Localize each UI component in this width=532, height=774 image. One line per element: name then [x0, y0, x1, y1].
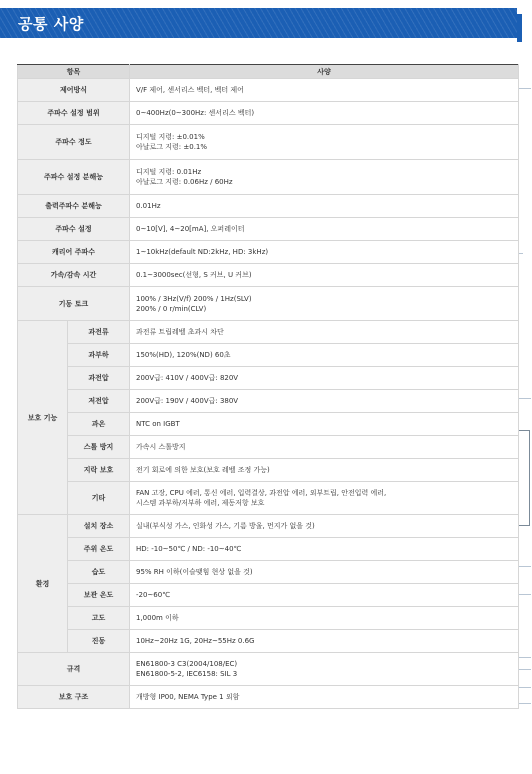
section-title: 공통 사양: [18, 15, 84, 33]
row-label: 과온: [68, 413, 130, 436]
row-value: HD: -10~50℃ / ND: -10~40℃: [130, 538, 519, 561]
row-value: 0.1~3000sec(선형, S 커브, U 커브): [130, 264, 519, 287]
table-row: [18, 367, 519, 390]
row-label: 주파수 정도: [18, 125, 130, 160]
section-banner: [0, 8, 517, 38]
row-label: 저전압: [68, 390, 130, 413]
table-row: [18, 344, 519, 367]
row-label: 규격: [18, 653, 130, 686]
row-label: 지락 보호: [68, 459, 130, 482]
table-row: [18, 482, 519, 515]
table-row: [18, 686, 519, 709]
table-row: [18, 79, 519, 102]
table-row: [18, 584, 519, 607]
table-row: [18, 413, 519, 436]
table-row: [18, 102, 519, 125]
table-row: [18, 607, 519, 630]
row-value: 개방형 IP00, NEMA Type 1 외함: [130, 686, 519, 709]
row-label: 과부하: [68, 344, 130, 367]
edge-box: [519, 430, 530, 526]
table-row: [18, 561, 519, 584]
table-row: [18, 436, 519, 459]
spec-table: [17, 64, 519, 709]
row-value: 1,000m 이하: [130, 607, 519, 630]
table-row: [18, 630, 519, 653]
row-label: 기동 토크: [18, 287, 130, 321]
row-value: 0.01Hz: [130, 195, 519, 218]
table-row: [18, 538, 519, 561]
group-label-protection: 보호 기능: [18, 321, 68, 515]
row-label: 주위 온도: [68, 538, 130, 561]
row-label: 주파수 설정 범위: [18, 102, 130, 125]
row-value: 전기 회로에 의한 보호(보호 레벨 조정 가능): [130, 459, 519, 482]
row-label: 습도: [68, 561, 130, 584]
row-label: 기타: [68, 482, 130, 515]
table-row: [18, 390, 519, 413]
row-value: EN61800-3 C3(2004/108/EC) EN61800-5-2, IEC6158: SIL 3: [130, 653, 519, 686]
table-row: [18, 160, 519, 195]
row-value: 실내(부식성 가스, 인화성 가스, 기름 방울, 먼지가 없을 것): [130, 515, 519, 538]
row-value: 150%(HD), 120%(ND) 60초: [130, 344, 519, 367]
row-value: 1~10kHz(default ND:2kHz, HD: 3kHz): [130, 241, 519, 264]
row-label: 제어방식: [18, 79, 130, 102]
row-value: 200V급: 410V / 400V급: 820V: [130, 367, 519, 390]
row-label: 설치 장소: [68, 515, 130, 538]
adjacent-page-edge: [519, 0, 532, 774]
row-label: 과전압: [68, 367, 130, 390]
row-value: 가속시 스톨방지: [130, 436, 519, 459]
table-row: [18, 321, 519, 344]
row-label: 출력주파수 분해능: [18, 195, 130, 218]
table-row: [18, 287, 519, 321]
table-row: [18, 459, 519, 482]
row-value: V/F 제어, 센서리스 벡터, 벡터 제어: [130, 79, 519, 102]
row-label: 가속/감속 시간: [18, 264, 130, 287]
table-header-row: [18, 65, 519, 79]
row-value: NTC on IGBT: [130, 413, 519, 436]
row-value: 디지털 지령: ±0.01% 아날로그 지령: ±0.1%: [130, 125, 519, 160]
row-value: 디지털 지령: 0.01Hz 아날로그 지령: 0.06Hz / 60Hz: [130, 160, 519, 195]
group-label-environment: 환경: [18, 515, 68, 653]
row-value: FAN 고장, CPU 에러, 통신 에러, 입력결상, 과전압 에러, 외부트립, 안전입력 에러, 시스템 과부하/저부하 에러, 제동저항 보호: [130, 482, 519, 515]
row-value: 0~400Hz(0~300Hz: 센서리스 벡터): [130, 102, 519, 125]
row-label: 주파수 설정: [18, 218, 130, 241]
row-label: 진동: [68, 630, 130, 653]
row-value: 95% RH 이하(이슬맺힘 현상 없을 것): [130, 561, 519, 584]
row-value: 200V급: 190V / 400V급: 380V: [130, 390, 519, 413]
header-spec: 사양: [130, 65, 519, 79]
table-row: [18, 264, 519, 287]
row-label: 스톨 방지: [68, 436, 130, 459]
row-value: 10Hz~20Hz 1G, 20Hz~55Hz 0.6G: [130, 630, 519, 653]
row-value: 100% / 3Hz(V/f) 200% / 1Hz(SLV) 200% / 0 r/min(CLV): [130, 287, 519, 321]
row-label: 보호 구조: [18, 686, 130, 709]
table-row: [18, 195, 519, 218]
table-row: [18, 653, 519, 686]
row-value: 과전류 트립레벨 초과시 차단: [130, 321, 519, 344]
row-value: -20~60℃: [130, 584, 519, 607]
row-label: 고도: [68, 607, 130, 630]
row-value: 0~10[V], 4~20[mA], 오퍼레이터: [130, 218, 519, 241]
row-label: 과전류: [68, 321, 130, 344]
row-label: 주파수 설정 분해능: [18, 160, 130, 195]
row-label: 캐리어 주파수: [18, 241, 130, 264]
table-row: [18, 241, 519, 264]
table-row: [18, 515, 519, 538]
row-label: 보관 온도: [68, 584, 130, 607]
table-row: [18, 218, 519, 241]
table-row: [18, 125, 519, 160]
header-item: 항목: [18, 65, 130, 79]
